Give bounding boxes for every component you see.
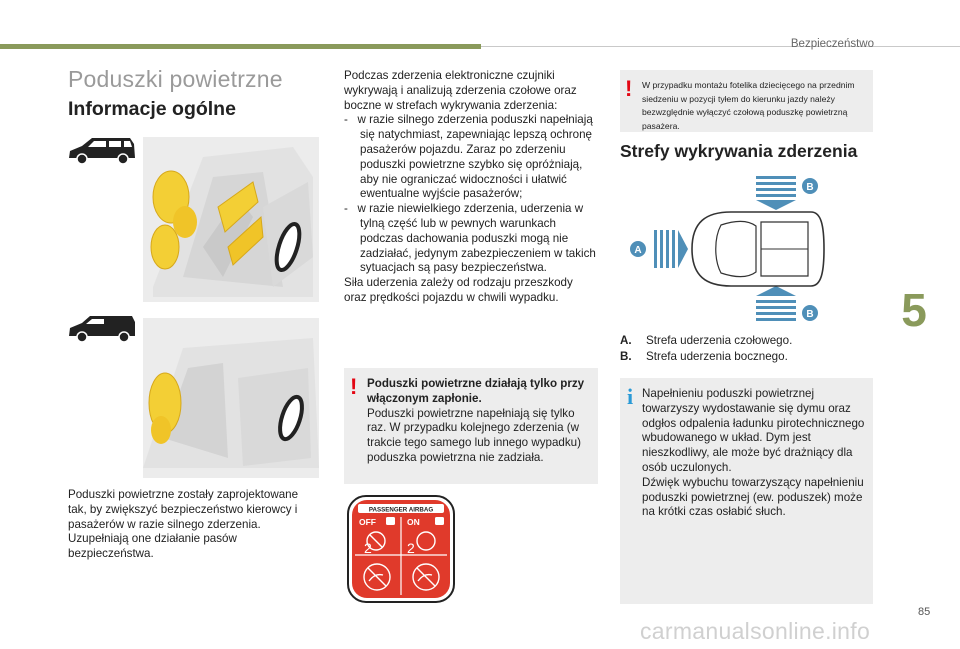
info-icon: i [627,384,634,409]
detection-intro: Podczas zderzenia elektroniczne czujniki wykrywają i analizują zderzenia czołowe oraz boczne w strefach wykrywania zderzenia: [344,69,577,112]
bullet-weak-impact: - w razie niewielkiego zderzenia, uderzenia w tylną część lub w pewnych warunkach podczas dachowania poduszki mogą nie zadziałać, jedynym zabezpieczeniem w takich sytuacjach są pasy bezpieczeństwa. [344,202,596,275]
chapter-number: 5 [901,284,927,336]
badge-label: PASSENGER AIRBAG [368,506,434,514]
legend-zone-b [620,350,788,363]
detection-zones-diagram [626,170,826,326]
page-title: Poduszki powietrzne [68,66,283,92]
legend-a-key: A. [620,334,632,347]
header-accent-bar [0,44,481,49]
warning-icon: ! [350,374,358,399]
warning-body: Poduszki powietrzne napełniają się tylko raz. W przypadku kolejnego zderzenia (w trakcie tego samego lub innego wypadku) poduszka powietrzna nie zadziała. [367,406,581,464]
detection-description [344,69,596,306]
detection-zones-title: Strefy wykrywania zderzenia [620,141,858,161]
badge-num-off: 2 [364,540,372,556]
detection-outro: Siła uderzenia zależy od rodzaju przeszkody oraz prędkości pojazdu w chwili wypadku. [344,276,573,304]
info-paragraph-1: Napełnieniu poduszki powietrznej towarzyszy wydostawanie się dymu oraz odgłos odpalenia ładunku pirotechnicznego wbudowanego w układ. Dym jest nieszkodliwy, ale może być drażniący dla osób uczulonych. [642,387,865,474]
van-silhouette-icon [66,134,138,166]
info-paragraph-2: Dźwięk wybuchu towarzyszący napełnieniu poduszki powietrznej (ew. poduszek) może na krótki czas osłabić słuch. [642,475,864,519]
page-number: 85 [918,606,931,618]
airbag-illustration-side [143,318,319,478]
badge-num-on: 2 [407,540,415,556]
bullet-strong-impact: - w razie silnego zderzenia poduszki napełniają się natychmiast, zapewniając lepszą ochronę pasażerów pojazdu. Zaraz po zderzeniu poduszki powietrzne szybko się opróżniają, aby nie ograniczać widoczności i ułatwić ewentualne wyjście pasażerów; [344,113,593,201]
warning-icon-2: ! [625,76,633,101]
smoke-info-box [620,378,873,604]
van-long-silhouette-icon [66,312,138,344]
legend-zone-a [620,334,792,347]
page-subtitle: Informacje ogólne [68,98,236,120]
child-seat-warning-text: W przypadku montażu fotelika dziecięcego na przednim siedzeniu w pozycji tyłem do kierunku jazdy należy bezwzględnie wyłączyć czołową poduszkę powietrzną pasażera. [642,80,855,131]
badge-off: OFF [359,517,376,527]
ignition-warning-box [344,368,598,484]
passenger-airbag-indicator-icon [347,495,455,603]
intro-paragraph: Poduszki powietrzne zostały zaprojektowane tak, by zwiększyć bezpieczeństwo kierowcy i pasażerów w razie silnego zderzenia. Uzupełniają one działanie pasów bezpieczeństwa. [68,488,299,561]
zone-b-label-top: B [806,182,814,193]
zone-b-label-bottom: B [806,309,814,320]
legend-b-key: B. [620,350,632,363]
watermark: carmanualsonline.info [640,618,871,644]
badge-on: ON [407,517,420,527]
warning-title: Poduszki powietrzne działają tylko przy włączonym zapłonie. [367,377,585,405]
legend-b-text: Strefa uderzenia bocznego. [646,350,788,363]
zone-a-label: A [634,245,642,256]
section-title: Bezpieczeństwo [790,38,874,50]
airbag-illustration-front [143,137,319,302]
legend-a-text: Strefa uderzenia czołowego. [646,334,793,347]
child-seat-warning-box [620,70,873,132]
header-rule [481,46,960,47]
